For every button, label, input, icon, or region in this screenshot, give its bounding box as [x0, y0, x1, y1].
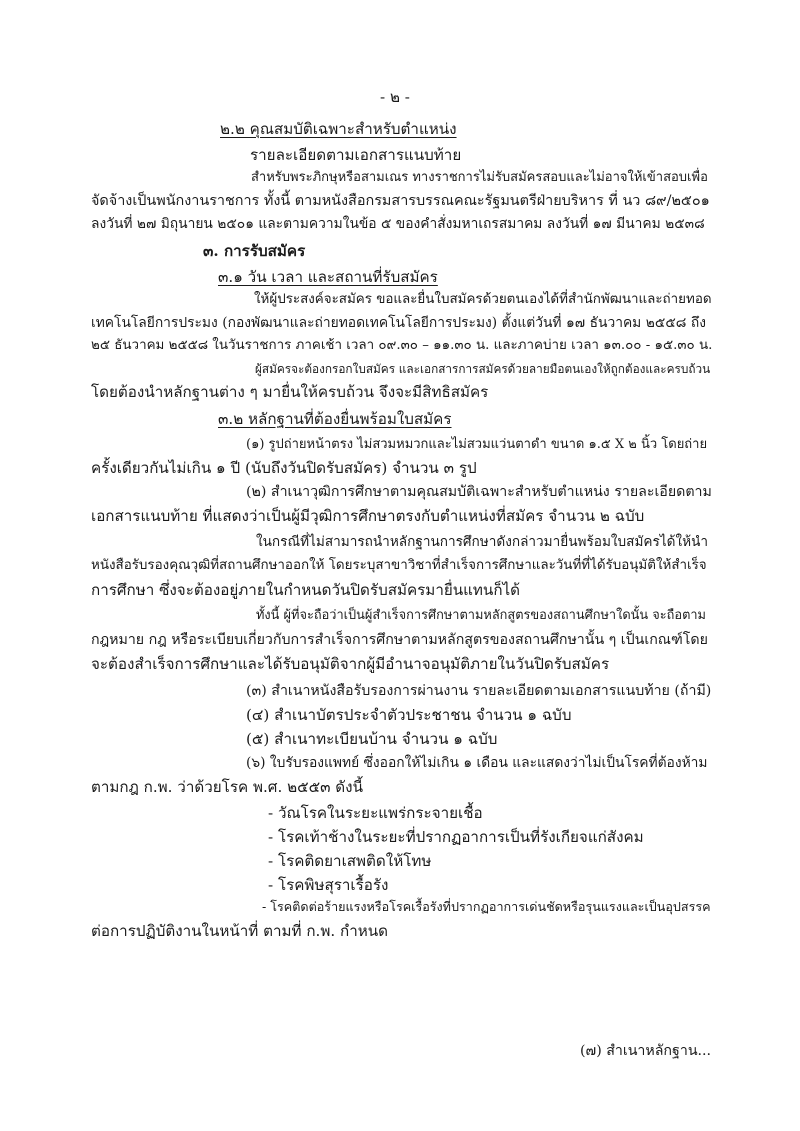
monk-note-line: จัดจ้างเป็นพนักงานราชการ ทั้งนี้ ตามหนังสือกรมสารบรรณคณะรัฐมนตรีฝ่ายบริหาร ที่ นว ๘๙/๒๕๐๑	[91, 193, 710, 209]
document-item-line: (๔) สำเนาบัตรประจำตัวประชาชน จำนวน ๑ ฉบับ	[246, 706, 572, 724]
disease-item: - วัณโรคในระยะแพร่กระจายเชื้อ	[268, 804, 483, 822]
section-2-2-heading: ๒.๒ คุณสมบัติเฉพาะสำหรับตำแหน่ง	[220, 120, 457, 138]
section-3-1-heading: ๓.๑ วัน เวลา และสถานที่รับสมัคร	[218, 268, 438, 286]
disease-item: - โรคเท้าช้างในระยะที่ปรากฏอาการเป็นที่รังเกียจแก่สังคม	[268, 828, 644, 846]
document-item-line: (๑) รูปถ่ายหน้าตรง ไม่สวมหมวกและไม่สวมแว่นตาดำ ขนาด ๑.๕ X ๒ นิ้ว โดยถ่าย	[246, 437, 708, 452]
section-2-2-detail: รายละเอียดตามเอกสารแนบท้าย	[250, 146, 462, 164]
section-3-heading: ๓. การรับสมัคร	[203, 242, 306, 260]
application-para-line: ให้ผู้ประสงค์จะสมัคร ขอและยื่นใบสมัครด้วยตนเองได้ที่สำนักพัฒนาและถ่ายทอด	[254, 292, 712, 307]
qualification-note-line: การศึกษา ซึ่งจะต้องอยู่ภายในกำหนดวันปิดรับสมัครมายื่นแทนก็ได้	[91, 581, 521, 599]
disease-item: - โรคพิษสุราเรื้อรัง	[268, 876, 389, 894]
disease-item: - โรคติดยาเสพติดให้โทษ	[268, 852, 432, 870]
graduation-note-line: ทั้งนี้ ผู้ที่จะถือว่าเป็นผู้สำเร็จการศึกษาตามหลักสูตรของสถานศึกษาใดนั้น จะถือตาม	[256, 608, 706, 623]
disease-item: - โรคติดต่อร้ายแรงหรือโรคเรื้อรังที่ปรากฏอาการเด่นชัดหรือรุนแรงและเป็นอุปสรรค	[262, 899, 711, 914]
monk-note-line: สำหรับพระภิกษุหรือสามเณร ทางราชการไม่รับสมัครสอบและไม่อาจให้เข้าสอบเพื่อ	[251, 170, 708, 185]
document-item-line: (๕) สำเนาทะเบียนบ้าน จำนวน ๑ ฉบับ	[246, 730, 498, 748]
graduation-note-line: จะต้องสำเร็จการศึกษาและได้รับอนุมัติจากผู้มีอำนาจอนุมัติภายในวันปิดรับสมัคร	[91, 655, 610, 673]
application-para-line: โดยต้องนำหลักฐานต่าง ๆ มายื่นให้ครบถ้วน จึงจะมีสิทธิสมัคร	[91, 383, 489, 401]
document-item-line: (๒) สำเนาวุฒิการศึกษาตามคุณสมบัติเฉพาะสำหรับตำแหน่ง รายละเอียดตาม	[246, 484, 712, 500]
document-item-line: ครั้งเดียวกันไม่เกิน ๑ ปี (นับถึงวันปิดรับสมัคร) จำนวน ๓ รูป	[91, 459, 477, 477]
document-item-line: (๓) สำเนาหนังสือรับรองการผ่านงาน รายละเอียดตามเอกสารแนบท้าย (ถ้ามี)	[246, 683, 712, 699]
qualification-note-line: หนังสือรับรองคุณวุฒิที่สถานศึกษาออกให้ โดยระบุสาขาวิชาที่สำเร็จการศึกษาและวันที่ที่ได้รับอนุมัติให้สำเร็จ	[91, 558, 707, 573]
monk-note-line: ลงวันที่ ๒๗ มิถุนายน ๒๕๐๑ และตามความในข้อ ๕ ของคำสั่งมหาเถรสมาคม ลงวันที่ ๑๗ มีนาคม ๒๕๓๘	[91, 216, 705, 232]
document-item-line: (๖) ใบรับรองแพทย์ ซึ่งออกให้ไม่เกิน ๑ เดือน และแสดงว่าไม่เป็นโรคที่ต้องห้าม	[246, 755, 708, 771]
application-para-line: ผู้สมัครจะต้องกรอกใบสมัคร และเอกสารการสมัครด้วยลายมือตนเองให้ถูกต้องและครบถ้วน	[255, 362, 711, 376]
application-para-line: ๒๕ ธันวาคม ๒๕๕๘ ในวันราชการ ภาคเช้า เวลา ๐๙.๓๐ – ๑๑.๓๐ น. และภาคบ่าย เวลา ๑๓.๐๐ - ๑๕.๓๐ น.	[91, 338, 713, 353]
graduation-note-line: กฎหมาย กฎ หรือระเบียบเกี่ยวกับการสำเร็จการศึกษาตามหลักสูตรของสถานศึกษานั้น ๆ เป็นเกณฑ์โดย	[91, 632, 708, 648]
application-para-line: เทคโนโลยีการประมง (กองพัฒนาและถ่ายทอดเทคโนโลยีการประมง) ตั้งแต่วันที่ ๑๗ ธันวาคม ๒๕๕๘ ถึง	[91, 315, 706, 331]
disease-item: ต่อการปฏิบัติงานในหน้าที่ ตามที่ ก.พ. กำหนด	[91, 922, 389, 940]
document-item-line: เอกสารแนบท้าย ที่แสดงว่าเป็นผู้มีวุฒิการศึกษาตรงกับตำแหน่งที่สมัคร จำนวน ๒ ฉบับ	[91, 507, 645, 525]
section-3-2-heading: ๓.๒ หลักฐานที่ต้องยื่นพร้อมใบสมัคร	[218, 410, 452, 428]
qualification-note-line: ในกรณีที่ไม่สามารถนำหลักฐานการศึกษาดังกล่าวมายื่นพร้อมใบสมัครได้ให้นำ	[256, 534, 709, 550]
document-item-line: ตามกฎ ก.พ. ว่าด้วยโรค พ.ศ. ๒๕๕๓ ดังนี้	[91, 778, 363, 796]
page-number: - ๒ -	[380, 88, 410, 106]
continuation-note: (๗) สำเนาหลักฐาน...	[580, 1043, 712, 1059]
